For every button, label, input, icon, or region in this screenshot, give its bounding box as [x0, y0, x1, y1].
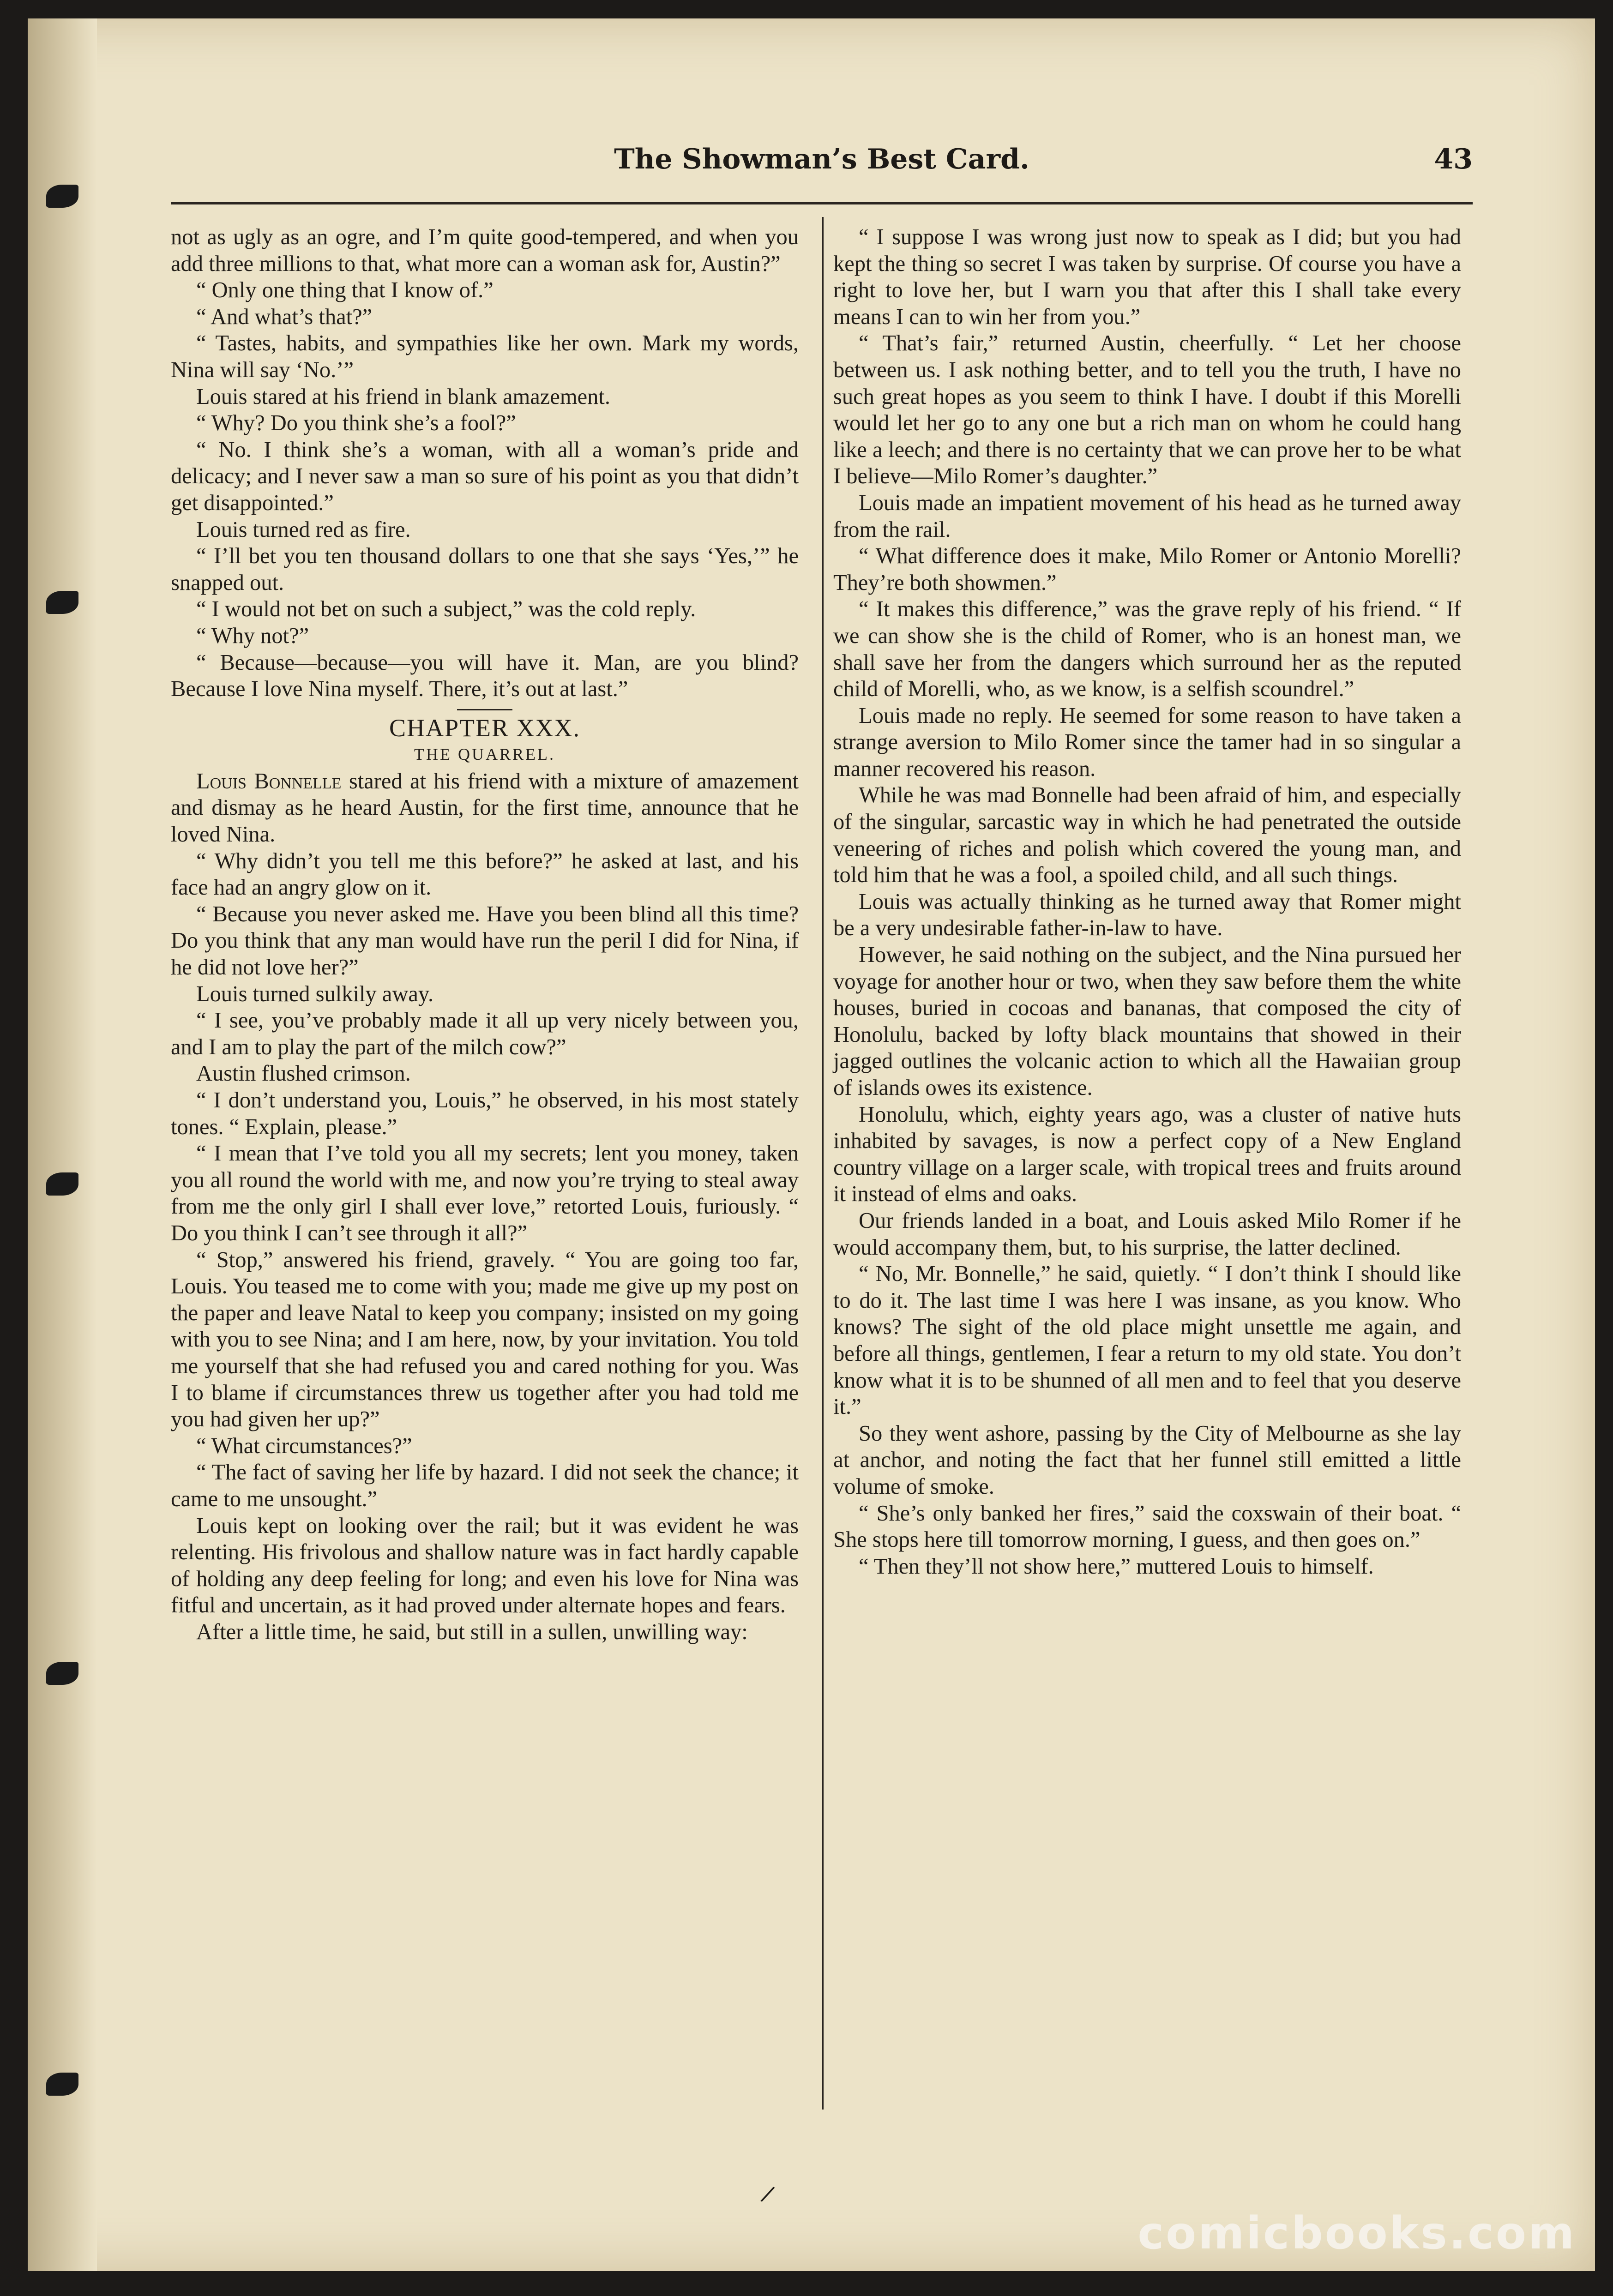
right-column: [833, 224, 1461, 1580]
footer-mark: /: [758, 2181, 777, 2207]
paragraph: Louis made no reply. He seemed for some reason to have taken a strange aversion to Milo Romer since the tamer had in so singular a manner recovered his reason.: [833, 703, 1461, 781]
paragraph: After a little time, he said, but still in a sullen, unwilling way:: [196, 1619, 748, 1644]
paragraph: Louis stared at his friend in blank amazement.: [196, 384, 610, 409]
paragraph: “ That’s fair,” returned Austin, cheerfully. “ Let her choose between us. I ask nothing better, and to tell you the truth, I have no such great hopes as you seem to think I have. I doubt if this Morelli would let her go to any one but a rich man on whom he could hang like a leech; and there is no certainty that we can prove her to be what I believe—Milo Romer’s daughter.”: [833, 331, 1461, 489]
paragraph: “ I mean that I’ve told you all my secrets; lent you money, taken you all round the world with me, and now you’re trying to steal away from me the only girl I shall ever love,” retorted Louis, furiously. “ Do you think I can’t see through it all?”: [171, 1141, 799, 1245]
chapter-heading: CHAPTER XXX.: [389, 714, 581, 742]
paragraph: “ Tastes, habits, and sympathies like her own. Mark my words, Nina will say ‘No.’”: [171, 331, 799, 382]
paragraph: “ I’ll bet you ten thousand dollars to one that she says ‘Yes,’” he snapped out.: [171, 544, 799, 595]
column-divider: [822, 217, 824, 2110]
paragraph: Austin flushed crimson.: [196, 1061, 411, 1086]
paragraph: “ I see, you’ve probably made it all up very nicely between you, and I am to play the part of the milch cow?”: [171, 1008, 799, 1059]
paragraph: Louis made an impatient movement of his head as he turned away from the rail.: [833, 490, 1461, 542]
paragraph: “ What circumstances?”: [196, 1433, 412, 1458]
paragraph: Louis was actually thinking as he turned away that Romer might be a very undesirable father-in-law to have.: [833, 889, 1461, 941]
paragraph: “ Then they’ll not show here,” muttered Louis to himself.: [859, 1554, 1374, 1579]
binding-stitch: [46, 1662, 78, 1685]
paragraph: “ She’s only banked her fires,” said the coxswain of their boat. “ She stops here till tomorrow morning, I guess, and then goes on.”: [833, 1501, 1461, 1552]
paragraph: “ Because you never asked me. Have you been blind all this time? Do you think that any man would have run the peril I did for Nina, if he did not love her?”: [171, 902, 799, 980]
running-title: The Showman’s Best Card.: [614, 143, 1029, 175]
paragraph: “ It makes this difference,” was the grave reply of his friend. “ If we can show she is the child of Romer, who is an honest man, we shall save her from the dangers which surround her as the reputed child of Morelli, who, as we know, is a selfish scoundrel.”: [833, 597, 1461, 702]
paragraph: “ Why didn’t you tell me this before?” he asked at last, and his face had an angry glow on it.: [171, 848, 799, 900]
paragraph: Louis turned sulkily away.: [196, 981, 434, 1006]
chapter-opening-paragraph: [171, 768, 799, 848]
paragraph: So they went ashore, passing by the City of Melbourne as she lay at anchor, and noting the fact that her funnel still emitted a little volume of smoke.: [833, 1421, 1461, 1499]
paragraph: “ No, Mr. Bonnelle,” he said, quietly. “ I don’t think I should like to do it. The last time I was here I was insane, as you know. Who knows? The sight of the old place might unsettle me again, and before all things, gentlemen, I fear a return to my old state. You don’t know what it is to be shunned of all men and to feel that you deserve it.”: [833, 1262, 1461, 1419]
paragraph: “ And what’s that?”: [196, 304, 373, 329]
paragraph: While he was mad Bonnelle had been afraid of him, and especially of the singular, sarcastic way in which he had penetrated the outside veneering of riches and polish which covered the young man, and told him that he was a fool, a spoiled child, and all such things.: [833, 783, 1461, 888]
paragraph: Our friends landed in a boat, and Louis asked Milo Romer if he would accompany them, but, to his surprise, the latter declined.: [833, 1208, 1461, 1260]
binding-stitch: [46, 1172, 78, 1196]
binding-stitch: [46, 2073, 78, 2096]
binding-stitch: [46, 185, 78, 208]
paragraph: “ Stop,” answered his friend, gravely. “ You are going too far, Louis. You teased me to come with you; made me give up my post on the paper and leave Natal to keep you company; insisted on my going with you to see Nina; and I am here, now, by your invitation. You told me yourself that she had refused you and cared nothing for you. Was I to blame if circumstances threw us together after you had told me you had given her up?”: [171, 1247, 799, 1432]
running-header: [171, 143, 1473, 194]
page-binding: [28, 18, 97, 2271]
binding-stitch: [46, 591, 78, 614]
paragraph: However, he said nothing on the subject, and the Nina pursued her voyage for another hour or two, when they saw before them the white houses, buried in cocoas and bananas, that composed the city of Honolulu, backed by lofty black mountains that showed in their jagged outlines the volcanic action to which all the Hawaiian group of islands owes its existence.: [833, 943, 1461, 1100]
paragraph: Louis kept on looking over the rail; but it was evident he was relenting. His frivolous and shallow nature was in fact hardly capable of holding any deep feeling for long; and even his love for Nina was fitful and uncertain, as it had proved under alternate hopes and fears.: [171, 1513, 799, 1618]
paragraph: “ Because—because—you will have it. Man, are you blind? Because I love Nina myself. There, it’s out at last.”: [171, 650, 799, 702]
paragraph: “ What difference does it make, Milo Romer or Antonio Morelli? They’re both showmen.”: [833, 544, 1461, 595]
opening-text: stared at his friend with a mixture of amazement and dismay as he heard Austin, for the first time, announce that he loved Nina.: [171, 769, 799, 847]
paragraph: Louis turned red as fire.: [196, 517, 411, 542]
paragraph: “ Only one thing that I know of.”: [196, 278, 494, 303]
paragraph: “ No. I think she’s a woman, with all a woman’s pride and delicacy; and I never saw a man so sure of his point as you that didn’t get disappointed.”: [171, 437, 799, 515]
paragraph: not as ugly as an ogre, and I’m quite good-tempered, and when you add three millions to that, what more can a woman ask for, Austin?”: [171, 225, 799, 276]
watermark: comicbooks.com: [1138, 2207, 1576, 2259]
header-rule: [171, 202, 1473, 204]
chapter-rule: [457, 709, 512, 710]
paragraph: “ I suppose I was wrong just now to speak as I did; but you had kept the thing so secret I was taken by surprise. Of course you have a right to love her, but I warn you that after this I shall take every means I can to win her from you.”: [833, 225, 1461, 329]
opening-name: Louis Bonnelle: [196, 769, 342, 793]
left-column: [171, 224, 799, 1645]
paragraph: “ Why not?”: [196, 623, 309, 648]
chapter-subtitle: THE QUARREL.: [414, 745, 555, 764]
paragraph: “ I don’t understand you, Louis,” he observed, in his most stately tones. “ Explain, please.”: [171, 1088, 799, 1139]
paragraph: “ I would not bet on such a subject,” was the cold reply.: [196, 597, 696, 622]
paragraph: “ The fact of saving her life by hazard. I did not seek the chance; it came to me unsought.”: [171, 1460, 799, 1511]
page-number: 43: [1434, 143, 1473, 175]
paragraph: Honolulu, which, eighty years ago, was a cluster of native huts inhabited by savages, is now a perfect copy of a New England country village on a larger scale, with tropical trees and fruits around it instead of elms and oaks.: [833, 1102, 1461, 1207]
paragraph: “ Why? Do you think she’s a fool?”: [196, 411, 516, 436]
